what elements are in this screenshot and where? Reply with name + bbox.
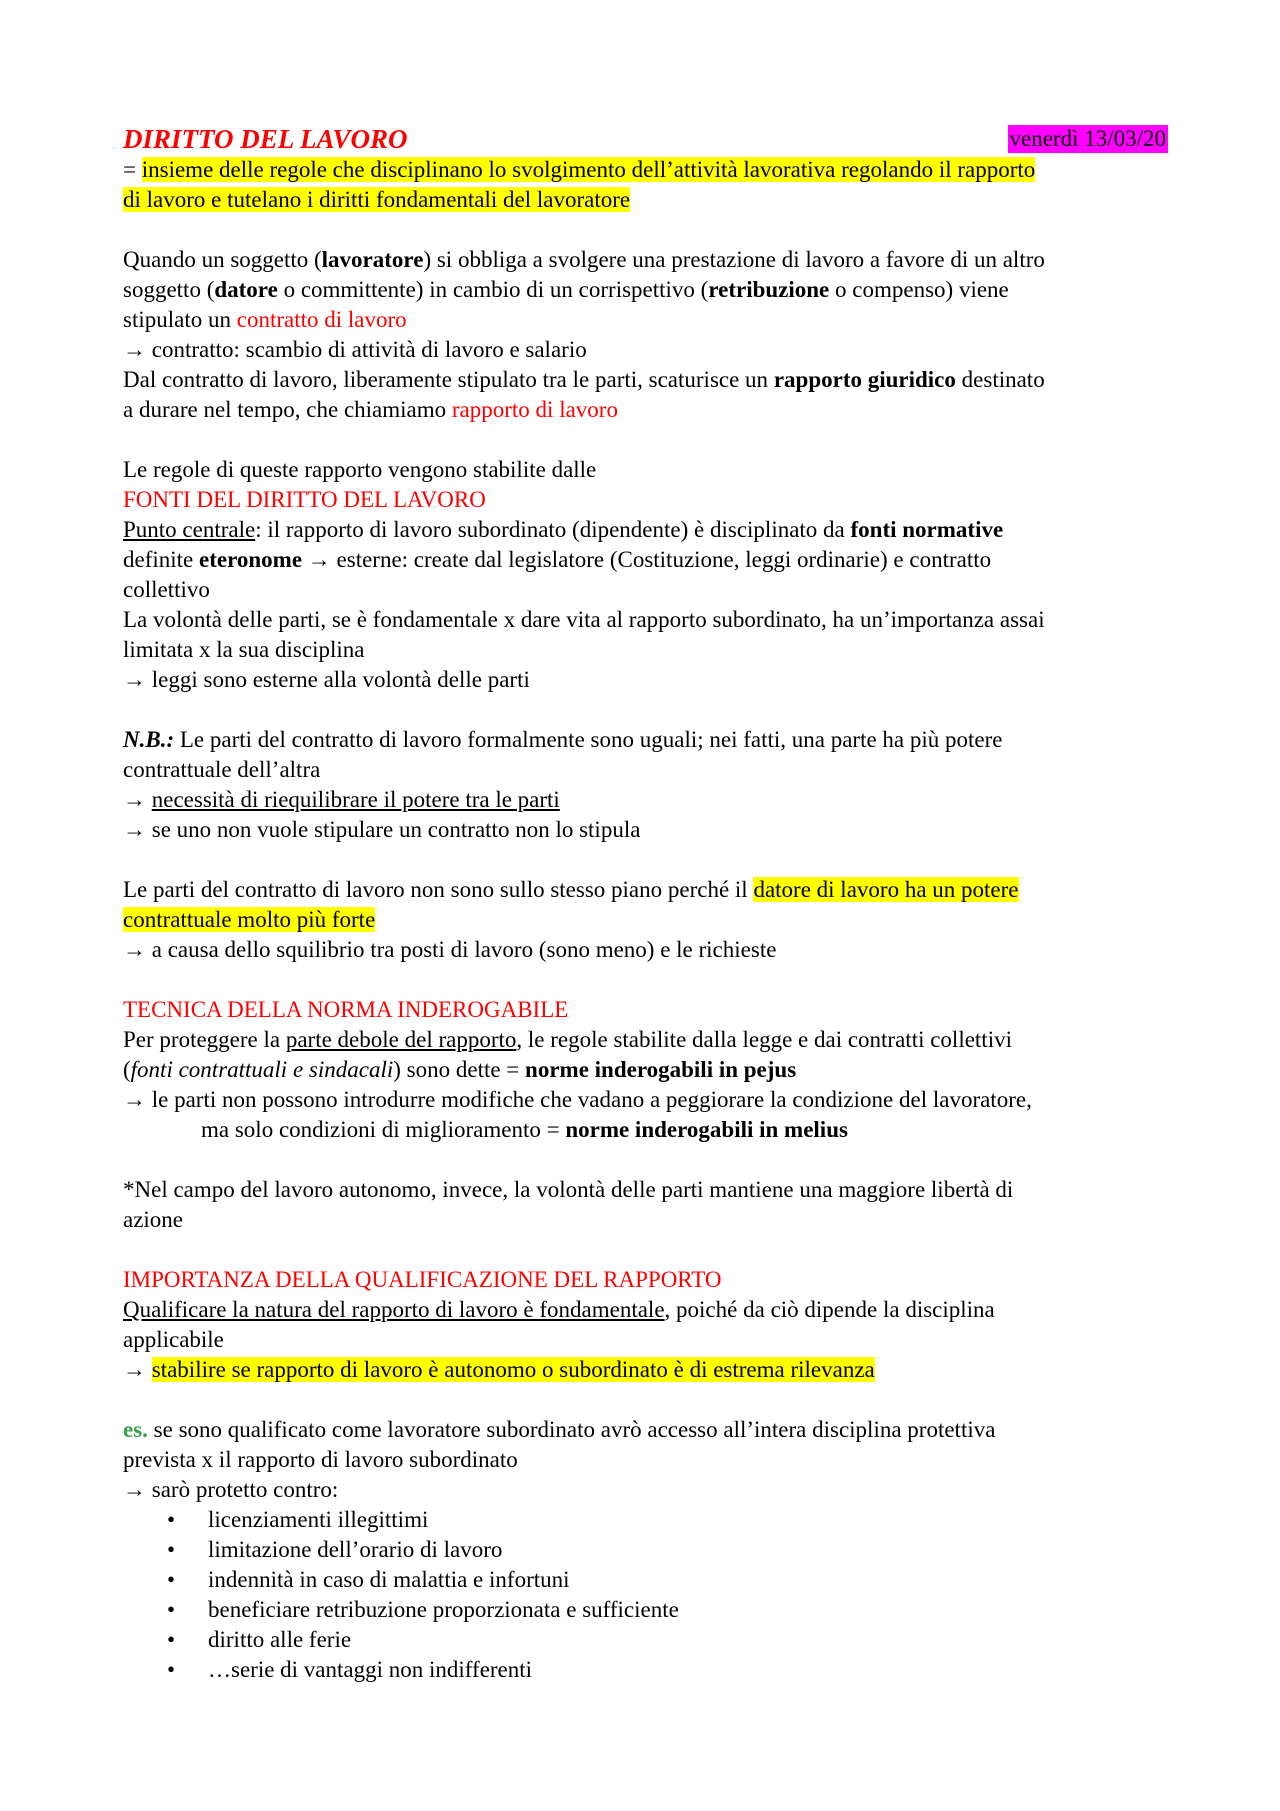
paragraph-line: Dal contratto di lavoro, liberamente stipulato tra le parti, scaturisce un rapporto giuridico destinato — [123, 367, 1045, 392]
bold-term: lavoratore — [321, 247, 424, 272]
underlined-term: necessità di riequilibrare il potere tra le parti — [151, 787, 560, 812]
section-heading: IMPORTANZA DELLA QUALIFICAZIONE DEL RAPPORTO — [123, 1267, 722, 1292]
paragraph-line: N.B.: Le parti del contratto di lavoro formalmente sono uguali; nei fatti, una parte ha più potere — [123, 727, 1003, 752]
bullet-icon: • — [167, 1597, 176, 1622]
paragraph-line: Punto centrale: il rapporto di lavoro subordinato (dipendente) è disciplinato da fonti normative — [123, 517, 1004, 542]
paragraph-line: limitata x la sua disciplina — [123, 637, 365, 662]
document-body — [123, 123, 1168, 1685]
list-item: • …serie di vantaggi non indifferenti — [123, 1655, 1168, 1685]
paragraph-line: collettivo — [123, 577, 210, 602]
red-term: rapporto di lavoro — [451, 397, 618, 422]
paragraph-line: applicabile — [123, 1327, 224, 1352]
red-term: contratto di lavoro — [236, 307, 407, 332]
paragraph-line: Le regole di queste rapporto vengono stabilite dalle — [123, 457, 597, 482]
bold-term: datore — [214, 277, 278, 302]
list-item: • diritto alle ferie — [123, 1625, 1168, 1655]
arrow-line: → necessità di riequilibrare il potere tra le parti — [123, 787, 560, 812]
paragraph-line: stipulato un contratto di lavoro — [123, 307, 407, 332]
section-heading: FONTI DEL DIRITTO DEL LAVORO — [123, 487, 486, 512]
bold-term: fonti normative — [850, 517, 1004, 542]
arrow-line: → le parti non possono introdurre modifiche che vadano a peggiorare la condizione del lavoratore, — [123, 1087, 1032, 1112]
title-row — [123, 123, 1168, 155]
paragraph-line: soggetto (datore o committente) in cambio di un corrispettivo (retribuzione o compenso) viene — [123, 277, 1009, 302]
bold-term: rapporto giuridico — [773, 367, 956, 392]
paragraph-line: La volontà delle parti, se è fondamentale x dare vita al rapporto subordinato, ha un’importanza assai — [123, 607, 1045, 632]
bold-term: eteronome — [199, 547, 303, 572]
bold-term: retribuzione — [708, 277, 830, 302]
paragraph-line: es. se sono qualificato come lavoratore subordinato avrò accesso all’intera disciplina protettiva — [123, 1417, 996, 1442]
bullet-icon: • — [167, 1507, 176, 1532]
arrow-line: → stabilire se rapporto di lavoro è autonomo o subordinato è di estrema rilevanza — [123, 1357, 875, 1382]
example-label: es. — [123, 1417, 148, 1442]
arrow-line: → contratto: scambio di attività di lavoro e salario — [123, 337, 587, 362]
underlined-term: parte debole del rapporto — [285, 1027, 517, 1052]
bold-term: norme inderogabili in pejus — [525, 1057, 797, 1082]
paragraph-line: Le parti del contratto di lavoro non sono sullo stesso piano perché il datore di lavoro ha un potere — [123, 877, 1019, 902]
paragraph-line: Per proteggere la parte debole del rapporto, le regole stabilite dalla legge e dai contratti collettivi — [123, 1027, 1012, 1052]
highlight-text: insieme delle regole che disciplinano lo svolgimento dell’attività lavorativa regolando il rapporto — [141, 157, 1036, 182]
paragraph-line — [123, 905, 1168, 935]
page-title: DIRITTO DEL LAVORO — [123, 124, 408, 154]
highlight-text: stabilire se rapporto di lavoro è autonomo o subordinato è di estrema rilevanza — [151, 1357, 875, 1382]
highlight-text: contrattuale molto più forte — [123, 907, 376, 932]
paragraph-line: Qualificare la natura del rapporto di lavoro è fondamentale, poiché da ciò dipende la disciplina — [123, 1297, 995, 1322]
bullet-icon: • — [167, 1627, 176, 1652]
definition-line — [123, 185, 1168, 215]
paragraph-line: (fonti contrattuali e sindacali) sono dette = norme inderogabili in pejus — [123, 1057, 797, 1082]
list-item: • licenziamenti illegittimi — [123, 1505, 1168, 1535]
arrow-line: → a causa dello squilibrio tra posti di lavoro (sono meno) e le richieste — [123, 937, 777, 962]
underlined-term: Punto centrale — [123, 517, 256, 542]
arrow-line: → se uno non vuole stipulare un contratto non lo stipula — [123, 817, 641, 842]
highlight-text: di lavoro e tutelano i diritti fondamentali del lavoratore — [123, 187, 631, 212]
list-item: • beneficiare retribuzione proporzionata e sufficiente — [123, 1595, 1168, 1625]
bullet-icon: • — [167, 1567, 176, 1592]
underlined-term: Qualificare la natura del rapporto di lavoro è fondamentale — [123, 1297, 665, 1322]
list-item: • indennità in caso di malattia e infortuni — [123, 1565, 1168, 1595]
nb-label: N.B.: — [123, 727, 175, 752]
date-label: venerdì 13/03/20 — [1009, 126, 1166, 151]
paragraph-line: azione — [123, 1207, 184, 1232]
paragraph-line: prevista x il rapporto di lavoro subordinato — [123, 1447, 518, 1472]
highlight-text: datore di lavoro ha un potere — [753, 877, 1019, 902]
arrow-line: → sarò protetto contro: — [123, 1477, 339, 1502]
paragraph-line: Quando un soggetto (lavoratore) si obbliga a svolgere una prestazione di lavoro a favore di un altro — [123, 247, 1045, 272]
indented-line: ma solo condizioni di miglioramento = norme inderogabili in melius — [201, 1117, 848, 1142]
paragraph-line: *Nel campo del lavoro autonomo, invece, la volontà delle parti mantiene una maggiore libertà di — [123, 1177, 1014, 1202]
paragraph-line: a durare nel tempo, che chiamiamo rapporto di lavoro — [123, 397, 618, 422]
section-heading: TECNICA DELLA NORMA INDEROGABILE — [123, 997, 569, 1022]
definition-line: = insieme delle regole che disciplinano lo svolgimento dell’attività lavorativa regolando il rapporto — [123, 157, 1036, 182]
bullet-list — [123, 1505, 1168, 1685]
list-item: • limitazione dell’orario di lavoro — [123, 1535, 1168, 1565]
bullet-icon: • — [167, 1537, 176, 1562]
arrow-line: → leggi sono esterne alla volontà delle parti — [123, 667, 530, 692]
bold-term: norme inderogabili in melius — [565, 1117, 848, 1142]
italic-term: fonti contrattuali e sindacali — [130, 1057, 394, 1082]
paragraph-line: definite eteronome → esterne: create dal legislatore (Costituzione, leggi ordinarie) e contratto — [123, 547, 992, 572]
bullet-icon: • — [167, 1657, 176, 1682]
paragraph-line: contrattuale dell’altra — [123, 757, 321, 782]
